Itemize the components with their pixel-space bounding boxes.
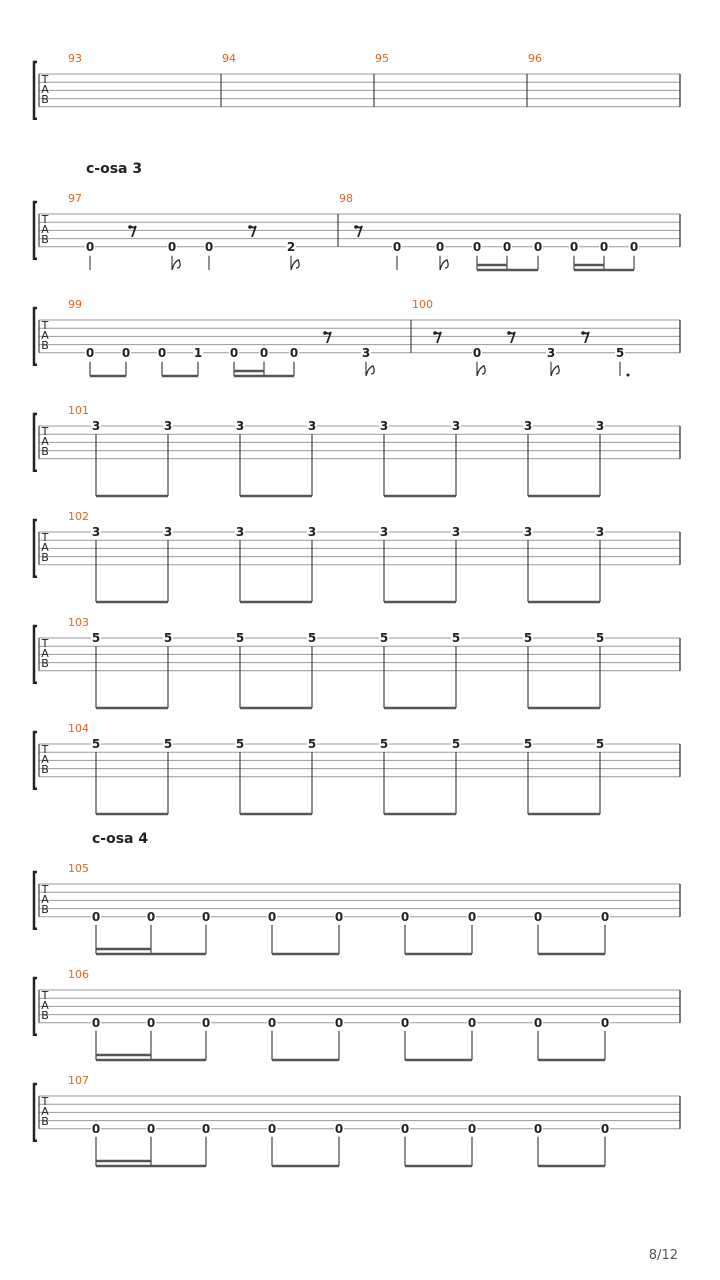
tab-clef-letter: B <box>41 445 49 458</box>
note-flag <box>366 366 374 376</box>
fret-number: 0 <box>85 345 95 360</box>
measure-number: 97 <box>68 192 82 205</box>
tab-clef-letter: A <box>41 999 49 1012</box>
fret-number: 5 <box>523 737 533 751</box>
fret-number: 0 <box>533 1015 543 1030</box>
note-flag <box>291 260 299 270</box>
fret-number: 0 <box>267 909 277 924</box>
tab-clef-letter: A <box>41 435 49 448</box>
fret-number: 0 <box>502 239 512 254</box>
tab-clef-letter: B <box>41 339 49 352</box>
fret-number: 0 <box>167 239 177 254</box>
fret-number: 0 <box>146 1015 156 1030</box>
fret-number: 5 <box>451 737 461 751</box>
measure-number: 106 <box>68 968 89 981</box>
fret-number: 5 <box>235 631 245 645</box>
fret-number: 0 <box>400 1121 410 1136</box>
fret-number: 0 <box>472 239 482 254</box>
fret-number: 0 <box>334 1121 344 1136</box>
fret-number: 5 <box>163 631 173 645</box>
fret-number: 0 <box>229 345 239 360</box>
system-bracket <box>34 978 37 1035</box>
note-flag <box>477 366 485 376</box>
fret-number: 3 <box>523 419 533 433</box>
fret-number: 3 <box>451 525 461 539</box>
fret-number: 0 <box>392 239 402 254</box>
fret-number: 5 <box>523 631 533 645</box>
fret-number: 0 <box>85 239 95 254</box>
page-number: 8/12 <box>648 1248 678 1263</box>
tab-clef-letter: T <box>41 531 49 544</box>
fret-number: 0 <box>569 239 579 254</box>
note-flag <box>440 260 448 270</box>
tab-clef-letter: B <box>41 903 49 916</box>
fret-number: 0 <box>201 1015 211 1030</box>
measure-number: 99 <box>68 298 82 311</box>
tab-clef-letter: T <box>41 319 49 332</box>
system-bracket <box>34 308 37 365</box>
fret-number: 0 <box>201 909 211 924</box>
fret-number: 3 <box>91 525 101 539</box>
fret-number: 0 <box>600 1015 610 1030</box>
fret-number: 0 <box>146 1121 156 1136</box>
fret-number: 3 <box>379 525 389 539</box>
fret-number: 5 <box>91 737 101 751</box>
augmentation-dot <box>627 374 630 377</box>
tab-clef-letter: A <box>41 1105 49 1118</box>
fret-number: 3 <box>361 345 371 360</box>
fret-number: 5 <box>595 737 605 751</box>
fret-number: 2 <box>286 239 296 254</box>
tab-clef-letter: A <box>41 893 49 906</box>
measure-number: 105 <box>68 862 89 875</box>
fret-number: 0 <box>259 345 269 360</box>
tab-clef-letter: T <box>41 213 49 226</box>
fret-number: 3 <box>163 419 173 433</box>
tab-clef-letter: T <box>41 1095 49 1108</box>
tab-clef-letter: A <box>41 223 49 236</box>
fret-number: 3 <box>546 345 556 360</box>
fret-number: 5 <box>595 631 605 645</box>
fret-number: 0 <box>121 345 131 360</box>
fret-number: 0 <box>467 909 477 924</box>
measure-number: 102 <box>68 510 89 523</box>
fret-number: 0 <box>201 1121 211 1136</box>
fret-number: 5 <box>379 737 389 751</box>
tab-clef-letter: B <box>41 93 49 106</box>
note-flag <box>172 260 180 270</box>
fret-number: 0 <box>533 239 543 254</box>
system-bracket <box>34 872 37 929</box>
fret-number: 3 <box>163 525 173 539</box>
system-bracket <box>34 520 37 577</box>
tab-clef-letter: B <box>41 1115 49 1128</box>
system-bracket <box>34 626 37 683</box>
fret-number: 3 <box>595 419 605 433</box>
fret-number: 3 <box>307 419 317 433</box>
fret-number: 3 <box>379 419 389 433</box>
tab-clef-letter: B <box>41 763 49 776</box>
eighth-rest-dot <box>323 331 327 335</box>
eighth-rest-dot <box>507 331 511 335</box>
eighth-rest-dot <box>354 225 358 229</box>
eighth-rest-dot <box>248 225 252 229</box>
fret-number: 0 <box>334 1015 344 1030</box>
tab-clef-letter: T <box>41 989 49 1002</box>
fret-number: 3 <box>595 525 605 539</box>
measure-number: 95 <box>375 52 389 65</box>
fret-number: 5 <box>451 631 461 645</box>
fret-number: 0 <box>599 239 609 254</box>
fret-number: 0 <box>204 239 214 254</box>
fret-number: 5 <box>163 737 173 751</box>
measure-number: 101 <box>68 404 89 417</box>
fret-number: 5 <box>615 345 625 360</box>
tab-clef-letter: B <box>41 233 49 246</box>
system-bracket <box>34 414 37 471</box>
tab-clef-letter: A <box>41 83 49 96</box>
fret-number: 3 <box>307 525 317 539</box>
fret-number: 0 <box>533 909 543 924</box>
note-flag <box>551 366 559 376</box>
fret-number: 0 <box>400 1015 410 1030</box>
measure-number: 94 <box>222 52 236 65</box>
measure-number: 104 <box>68 722 89 735</box>
tab-clef-letter: A <box>41 753 49 766</box>
fret-number: 0 <box>157 345 167 360</box>
tab-clef-letter: A <box>41 541 49 554</box>
fret-number: 0 <box>267 1015 277 1030</box>
measure-number: 98 <box>339 192 353 205</box>
fret-number: 5 <box>91 631 101 645</box>
section-label: c-osa 3 <box>86 161 143 177</box>
fret-number: 0 <box>91 909 101 924</box>
fret-number: 0 <box>400 909 410 924</box>
tab-clef-letter: A <box>41 647 49 660</box>
fret-number: 0 <box>267 1121 277 1136</box>
fret-number: 0 <box>91 1121 101 1136</box>
fret-number: 3 <box>235 419 245 433</box>
tab-clef-letter: T <box>41 73 49 86</box>
fret-number: 0 <box>435 239 445 254</box>
tab-clef-letter: T <box>41 637 49 650</box>
measure-number: 100 <box>412 298 433 311</box>
fret-number: 0 <box>467 1121 477 1136</box>
eighth-rest-dot <box>128 225 132 229</box>
fret-number: 5 <box>235 737 245 751</box>
fret-number: 3 <box>451 419 461 433</box>
measure-number: 107 <box>68 1074 89 1087</box>
measure-number: 103 <box>68 616 89 629</box>
fret-number: 3 <box>91 419 101 433</box>
fret-number: 0 <box>467 1015 477 1030</box>
tab-clef-letter: A <box>41 329 49 342</box>
fret-number: 5 <box>307 737 317 751</box>
eighth-rest-dot <box>581 331 585 335</box>
tab-clef-letter: B <box>41 551 49 564</box>
tab-clef-letter: T <box>41 743 49 756</box>
fret-number: 0 <box>600 909 610 924</box>
tab-clef-letter: B <box>41 657 49 670</box>
fret-number: 0 <box>289 345 299 360</box>
fret-number: 5 <box>379 631 389 645</box>
fret-number: 3 <box>523 525 533 539</box>
system-bracket <box>34 202 37 259</box>
system-bracket <box>34 1084 37 1141</box>
fret-number: 0 <box>600 1121 610 1136</box>
tab-clef-letter: T <box>41 883 49 896</box>
fret-number: 0 <box>472 345 482 360</box>
fret-number: 0 <box>533 1121 543 1136</box>
fret-number: 0 <box>146 909 156 924</box>
section-label: c-osa 4 <box>92 831 149 847</box>
fret-number: 1 <box>193 345 203 360</box>
system-bracket <box>34 62 37 119</box>
measure-number: 96 <box>528 52 542 65</box>
tab-clef-letter: B <box>41 1009 49 1022</box>
fret-number: 0 <box>91 1015 101 1030</box>
measure-number: 93 <box>68 52 82 65</box>
fret-number: 3 <box>235 525 245 539</box>
eighth-rest-dot <box>433 331 437 335</box>
system-bracket <box>34 732 37 789</box>
fret-number: 0 <box>334 909 344 924</box>
fret-number: 5 <box>307 631 317 645</box>
fret-number: 0 <box>629 239 639 254</box>
tab-clef-letter: T <box>41 425 49 438</box>
